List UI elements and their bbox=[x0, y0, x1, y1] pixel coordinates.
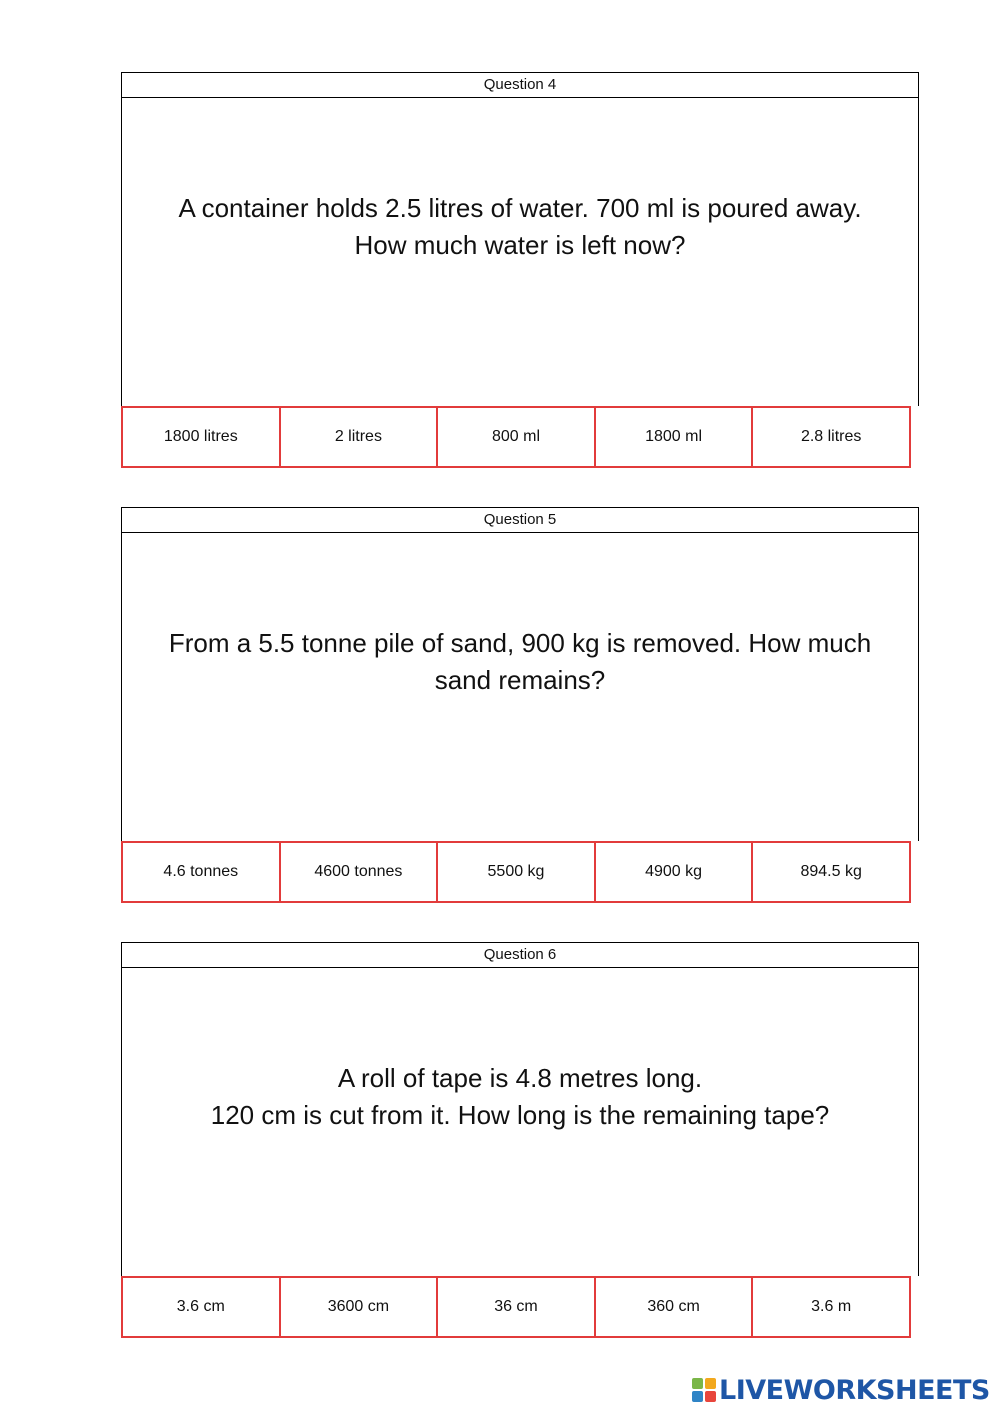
question-text bbox=[187, 1060, 854, 1134]
answer-option[interactable]: 4600 tonnes bbox=[279, 841, 439, 903]
question-line: sand remains? bbox=[434, 664, 606, 695]
answer-option[interactable]: 800 ml bbox=[436, 406, 596, 468]
question-title: Question 5 bbox=[121, 507, 919, 533]
liveworksheets-logo bbox=[692, 1374, 990, 1406]
answer-options bbox=[121, 406, 919, 468]
answer-option[interactable]: 36 cm bbox=[436, 1276, 596, 1338]
logo-square bbox=[705, 1378, 716, 1389]
question-line: A container holds 2.5 litres of water. 700 ml is poured away. bbox=[178, 192, 862, 223]
answer-option[interactable]: 4.6 tonnes bbox=[121, 841, 281, 903]
question-line: From a 5.5 tonne pile of sand, 900 kg is removed. How much bbox=[168, 627, 872, 658]
answer-option[interactable]: 894.5 kg bbox=[751, 841, 911, 903]
question-text bbox=[145, 625, 895, 699]
brand-text: LIVEWORKSHEETS bbox=[719, 1374, 990, 1406]
answer-options bbox=[121, 1276, 919, 1338]
question-body bbox=[121, 967, 919, 1276]
question-card-4 bbox=[121, 72, 919, 468]
question-body bbox=[121, 97, 919, 406]
question-body bbox=[121, 532, 919, 841]
answer-option[interactable]: 3.6 cm bbox=[121, 1276, 281, 1338]
question-title: Question 6 bbox=[121, 942, 919, 968]
question-line: How much water is left now? bbox=[354, 229, 686, 260]
question-line: A roll of tape is 4.8 metres long. bbox=[337, 1062, 703, 1093]
answer-option[interactable]: 4900 kg bbox=[594, 841, 754, 903]
question-line: 120 cm is cut from it. How long is the remaining tape? bbox=[210, 1099, 830, 1130]
answer-option[interactable]: 3600 cm bbox=[279, 1276, 439, 1338]
answer-option[interactable]: 2 litres bbox=[279, 406, 439, 468]
answer-option[interactable]: 360 cm bbox=[594, 1276, 754, 1338]
question-card-5 bbox=[121, 507, 919, 903]
brand-logo-icon bbox=[692, 1378, 716, 1402]
question-title: Question 4 bbox=[121, 72, 919, 98]
logo-square bbox=[692, 1391, 703, 1402]
answer-option[interactable]: 3.6 m bbox=[751, 1276, 911, 1338]
answer-option[interactable]: 1800 ml bbox=[594, 406, 754, 468]
question-card-6 bbox=[121, 942, 919, 1338]
answer-option[interactable]: 1800 litres bbox=[121, 406, 281, 468]
answer-options bbox=[121, 841, 919, 903]
answer-option[interactable]: 2.8 litres bbox=[751, 406, 911, 468]
logo-square bbox=[705, 1391, 716, 1402]
answer-option[interactable]: 5500 kg bbox=[436, 841, 596, 903]
question-text bbox=[154, 190, 885, 264]
logo-square bbox=[692, 1378, 703, 1389]
